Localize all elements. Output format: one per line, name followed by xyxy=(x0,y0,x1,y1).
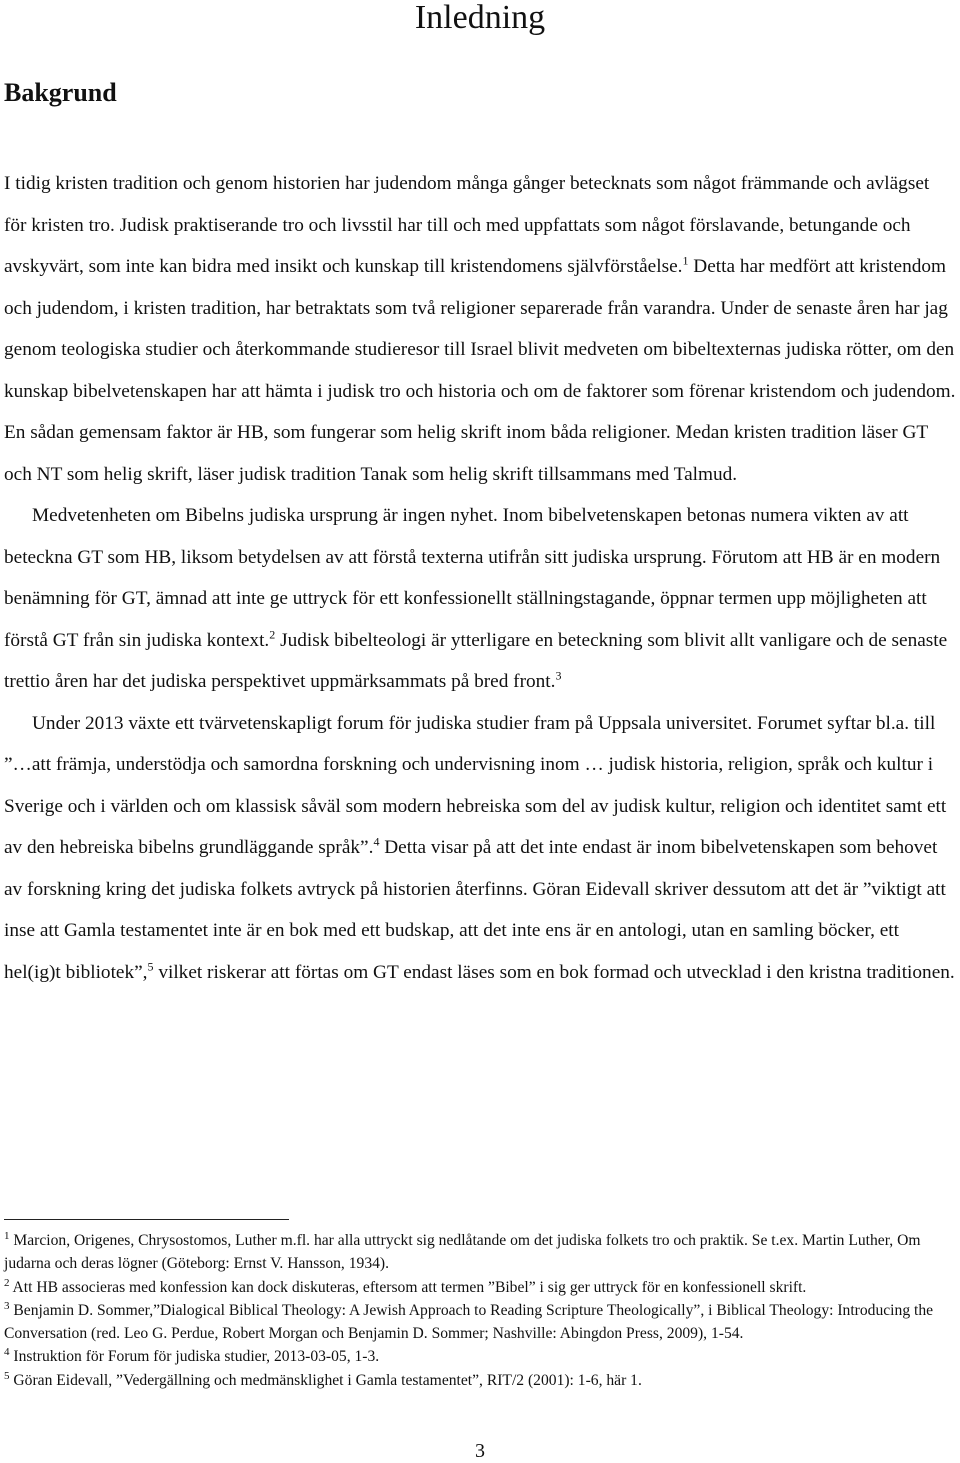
footnote-1 xyxy=(4,1229,956,1276)
footnote-text: Marcion, Origenes, Chrysostomos, Luther m.fl. har alla uttryckt sig nedlåtande om det judiska folkets tro och praktik. Se t.ex. Martin Luther, Om judarna och deras lögner (Göteborg: Ernst V. Hansson, 1934). xyxy=(4,1232,921,1273)
paragraph-3-text-cont: Detta visar på att det inte endast är inom bibelvetenskapen som behovet av forskning kring det judiska folkets avtryck på historien återfinns. Göran Eidevall skriver dessutom att det är ”viktigt att inse att Gamla testamentet inte är en bok med ett budskap, att det inte ens är en antologi, utan en samling böcker, ett hel(ig)t bibliotek”, xyxy=(4,837,946,983)
section-heading: Bakgrund xyxy=(4,78,117,107)
footnote-number: 1 xyxy=(4,1229,10,1242)
paragraph-3 xyxy=(4,703,956,994)
footnotes xyxy=(4,1229,956,1392)
footnote-number: 3 xyxy=(4,1299,10,1312)
footnote-text: Göran Eidevall, ”Vedergällning och medmänsklighet i Gamla testamentet”, RIT/2 (2001): 1-6, här 1. xyxy=(9,1371,642,1389)
footnote-text: Benjamin D. Sommer,”Dialogical Biblical Theology: A Jewish Approach to Reading Scripture Theologically”, i Biblical Theology: Introducing the Conversation (red. Leo G. Perdue, Robert Morgan och Benjamin D. Sommer; Nashville: Abingdon Press, 2009), 1-54. xyxy=(4,1301,934,1343)
footnote-ref-4: 4 xyxy=(373,834,380,849)
body-text xyxy=(4,163,956,993)
page-title: Inledning xyxy=(414,0,546,36)
paragraph-2 xyxy=(4,495,956,703)
paragraph-1 xyxy=(4,163,956,495)
footnote-3 xyxy=(4,1299,956,1346)
paragraph-2-text: Medvetenheten om Bibelns judiska ursprung är ingen nyhet. Inom bibelvetenskapen betonas numera vikten av att beteckna GT som HB, liksom betydelsen av att förstå texterna utifrån sitt judiska ursprung. Förutom att HB är en modern benämning för GT, ämnad att inte ge uttryck för ett konfessionellt ställningstagande, öppnar termen upp möjligheten att förstå GT från sin judiska kontext. xyxy=(4,505,941,651)
paragraph-3-text-end: vilket riskerar att förtas om GT endast läses som en bok formad och utvecklad i den kristna traditionen. xyxy=(153,961,955,983)
footnote-5 xyxy=(4,1369,956,1392)
footnote-ref-5: 5 xyxy=(147,959,154,974)
footnote-separator xyxy=(4,1219,289,1220)
footnote-number: 4 xyxy=(4,1346,10,1359)
footnote-2 xyxy=(4,1276,956,1299)
footnote-text: Att HB associeras med konfession kan dock diskuteras, eftersom att termen ”Bibel” i sig ger uttryck för en konfessionell skrift. xyxy=(9,1278,807,1296)
footnote-number: 2 xyxy=(4,1276,10,1289)
footnote-number: 5 xyxy=(4,1369,10,1382)
footnote-ref-1: 1 xyxy=(682,253,689,268)
page-number: 3 xyxy=(475,1440,485,1462)
paragraph-1-text-cont: Detta har medfört att kristendom och judendom, i kristen tradition, har betraktats som två religioner separerade från varandra. Under de senaste åren har jag genom teologiska studier och återkommande studieresor till Israel blivit medveten om bibeltexternas judiska rötter, om den kunskap bibelvetenskapen har att hämta i judisk tro och historia och om de faktorer som förenar kristendom och judendom. En sådan gemensam faktor är HB, som fungerar som helig skrift inom båda religioner. Medan kristen tradition läser GT och NT som helig skrift, läser judisk tradition Tanak som helig skrift tillsammans med Talmud. xyxy=(4,256,956,485)
footnote-text: Instruktion för Forum för judiska studier, 2013-03-05, 1-3. xyxy=(9,1348,380,1366)
footnote-4 xyxy=(4,1345,956,1368)
paragraph-1-text: I tidig kristen tradition och genom historien har judendom många gånger betecknats som något främmande och avlägset för kristen tro. Judisk praktiserande tro och livsstil har till och med uppfattats som något förslavande, betungande och avskyvärt, som inte kan bidra med insikt och kunskap till kristendomens självförståelse. xyxy=(4,173,930,277)
paragraph-3-text: Under 2013 växte ett tvärvetenskapligt forum för judiska studier fram på Uppsala universitet. Forumet syftar bl.a. till ”…att främja, understödja och samordna forskning och undervisning inom … judisk historia, religion, språk och kultur i Sverige och i världen och om klassisk såväl som modern hebreiska som del av judisk kultur, religion och identitet samt ett av den hebreiska bibelns grundläggande språk”. xyxy=(4,712,947,858)
footnote-ref-3: 3 xyxy=(555,668,562,683)
footnote-ref-2: 2 xyxy=(269,627,276,642)
paragraph-2-text-cont: Judisk bibelteologi är ytterligare en beteckning som blivit allt vanligare och de senaste trettio åren har det judiska perspektivet uppmärksammats på bred front. xyxy=(4,629,948,692)
